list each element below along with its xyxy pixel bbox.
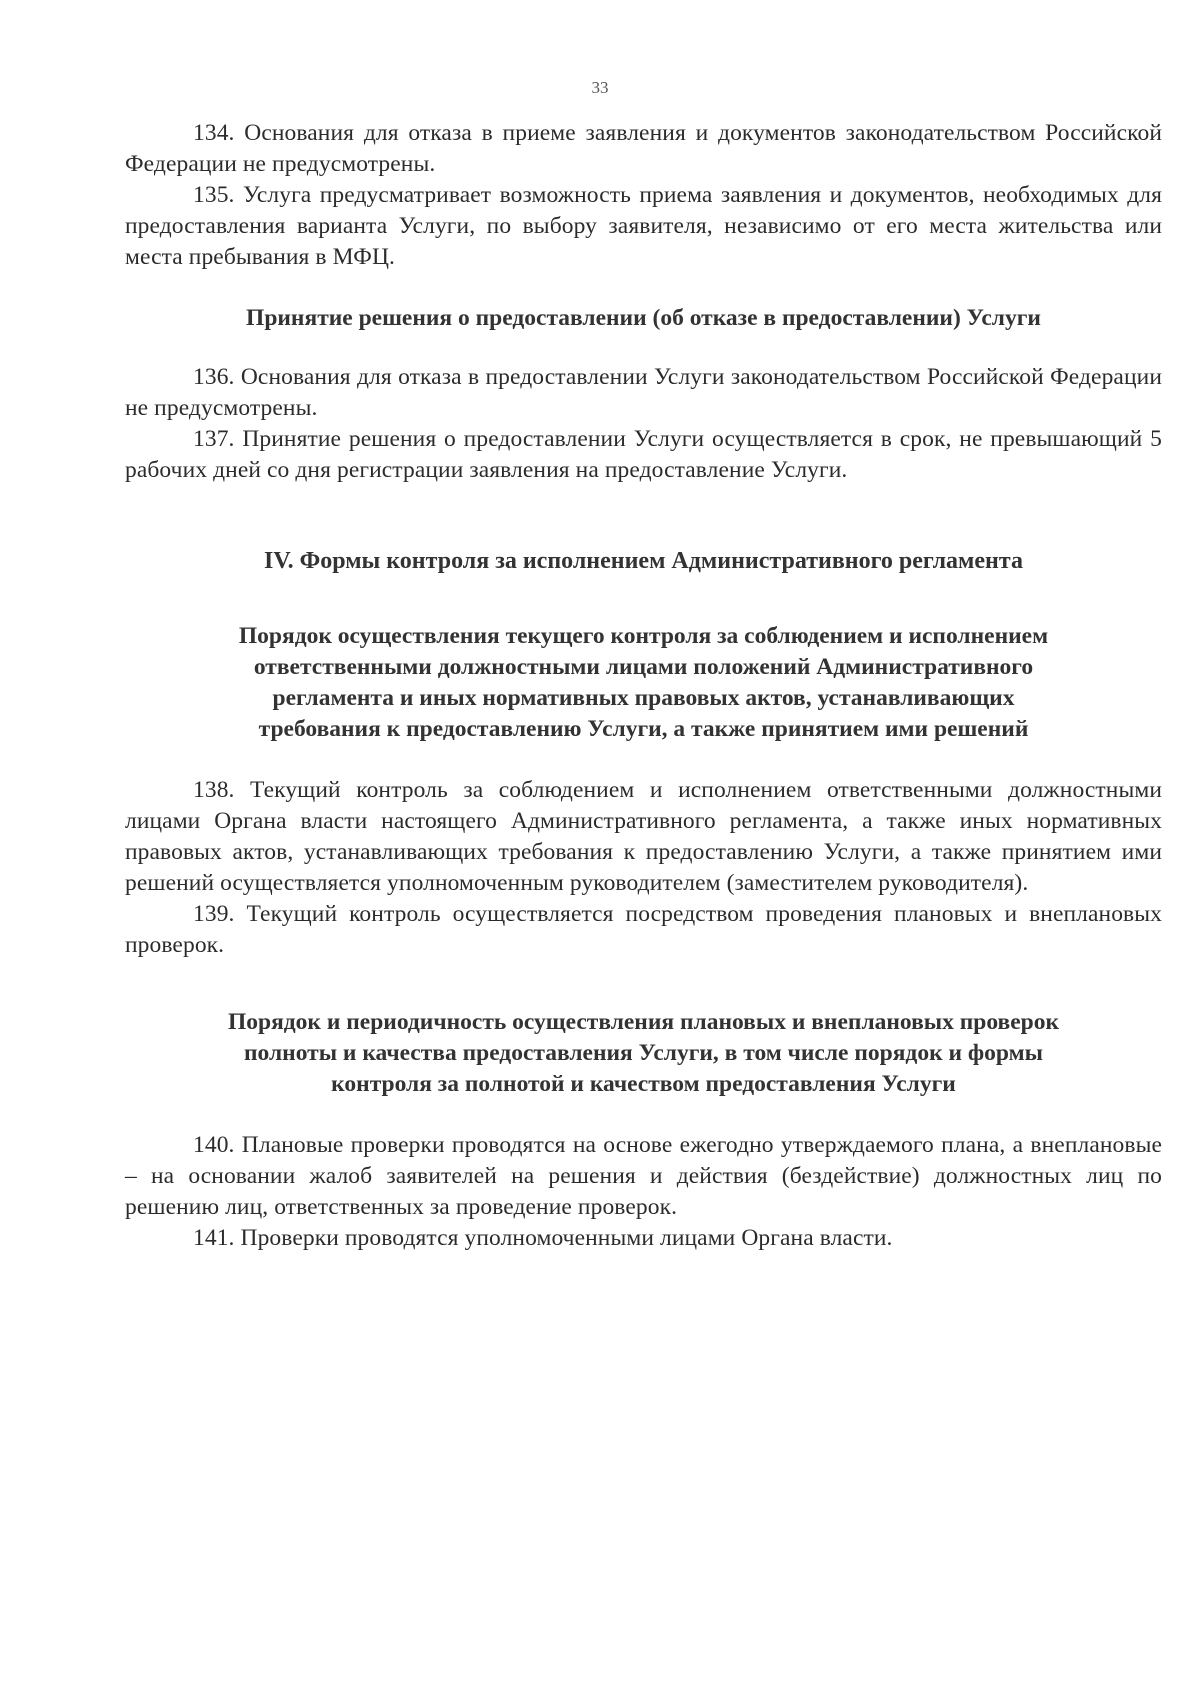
paragraph-139: 139. Текущий контроль осуществляется посредством проведения плановых и внеплановых проверок. — [125, 901, 1162, 958]
heading-current-control — [125, 621, 1162, 745]
page-number: 33 — [591, 78, 609, 97]
paragraph-141: 141. Проверки проводятся уполномоченными лицами Органа власти. — [193, 1225, 893, 1251]
heading-periodic-control-line: контроля за полнотой и качеством предоставления Услуги — [331, 1071, 956, 1097]
paragraph-140: 140. Плановые проверки проводятся на основе ежегодно утверждаемого плана, а внеплановые – на основании жалоб заявителей на решения и действия (бездействие) должностных лиц по решению лиц, ответственных за проведение проверок. — [125, 1132, 1162, 1220]
heading-current-control-line: требования к предоставлению Услуги, а также принятием ими решений — [258, 716, 1029, 742]
heading-current-control-line: ответственными должностными лицами положений Административного — [253, 654, 1034, 680]
document-body — [125, 118, 1162, 1254]
paragraph-136: 136. Основания для отказа в предоставлении Услуги законодательством Российской Федерации не предусмотрены. — [125, 364, 1162, 421]
heading-periodic-control — [125, 1007, 1162, 1100]
paragraph-138: 138. Текущий контроль за соблюдением и исполнением ответственными должностными лицами Органа власти настоящего Административного регламента, а также иных нормативных правовых актов, устанавливающих требования к предоставлению Услуги, а также принятием ими решений осуществляется уполномоченным руководителем (заместителем руководителя). — [125, 777, 1162, 896]
heading-current-control-line: Порядок осуществления текущего контроля за соблюдением и исполнением — [238, 623, 1049, 649]
heading-periodic-control-line: полноты и качества предоставления Услуги, в том числе порядок и формы — [244, 1040, 1043, 1066]
heading-decision: Принятие решения о предоставлении (об отказе в предоставлении) Услуги — [246, 305, 1041, 331]
section-iv-title: IV. Формы контроля за исполнением Административного регламента — [264, 548, 1023, 574]
paragraph-135: 135. Услуга предусматривает возможность приема заявления и документов, необходимых для предоставления варианта Услуги, по выбору заявителя, независимо от его места жительства или места пребывания в МФЦ. — [125, 182, 1162, 270]
paragraph-134: 134. Основания для отказа в приеме заявления и документов законодательством Российской Федерации не предусмотрены. — [125, 120, 1162, 177]
heading-periodic-control-line: Порядок и периодичность осуществления плановых и внеплановых проверок — [227, 1009, 1059, 1035]
heading-current-control-line: регламента и иных нормативных правовых актов, устанавливающих — [272, 685, 1015, 711]
paragraph-137: 137. Принятие решения о предоставлении Услуги осуществляется в срок, не превышающий 5 рабочих дней со дня регистрации заявления на предоставление Услуги. — [125, 426, 1162, 483]
